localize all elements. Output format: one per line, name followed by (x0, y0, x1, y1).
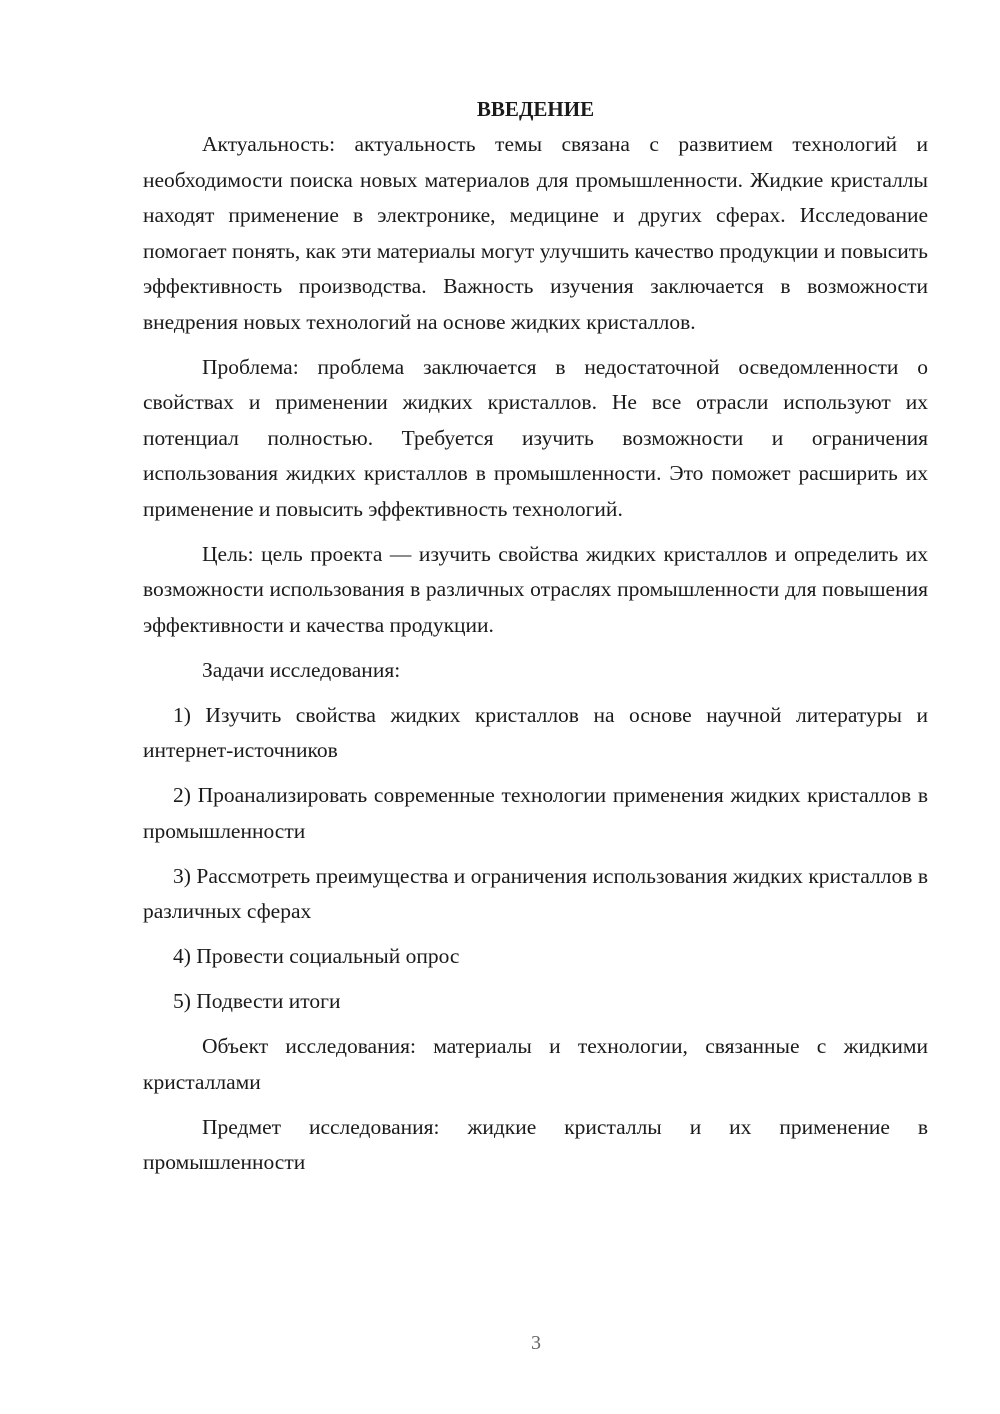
task-item-2: 2) Проанализировать современные технологии применения жидких кристаллов в промышленности (143, 783, 928, 843)
task-item-1: 1) Изучить свойства жидких кристаллов на основе научной литературы и интернет-источников (143, 702, 928, 762)
subject-paragraph: Предмет исследования: жидкие кристаллы и их применение в промышленности (143, 1114, 928, 1174)
relevance-paragraph: Актуальность: актуальность темы связана с развитием технологий и необходимости поиска новых материалов для промышленности. Жидкие кристаллы находят применение в электронике, медицине и других сферах. Исследование помогает понять, как эти материалы могут улучшить качество продукции и повысить эффективность производства. Важность изучения заключается в возможности внедрения новых технологий на основе жидких кристаллов. (143, 132, 928, 334)
goal-paragraph: Цель: цель проекта — изучить свойства жидких кристаллов и определить их возможности использования в различных отраслях промышленности для повышения эффективности и качества продукции. (143, 541, 928, 637)
task-item-5: 5) Подвести итоги (173, 989, 341, 1013)
task-item-4: 4) Провести социальный опрос (173, 944, 460, 968)
task-item-3: 3) Рассмотреть преимущества и ограничения использования жидких кристаллов в различных сферах (143, 863, 928, 923)
section-title: ВВЕДЕНИЕ (476, 97, 595, 121)
tasks-heading: Задачи исследования: (202, 657, 401, 682)
document-page (143, 92, 928, 1190)
page-number: 3 (531, 1332, 541, 1354)
problem-paragraph: Проблема: проблема заключается в недостаточной осведомленности о свойствах и применении жидких кристаллов. Не все отрасли используют их потенциал полностью. Требуется изучить возможности и ограничения использования жидких кристаллов в промышленности. Это поможет расширить их применение и повысить эффективность технологий. (143, 354, 928, 521)
object-paragraph: Объект исследования: материалы и технологии, связанные с жидкими кристаллами (143, 1034, 928, 1094)
